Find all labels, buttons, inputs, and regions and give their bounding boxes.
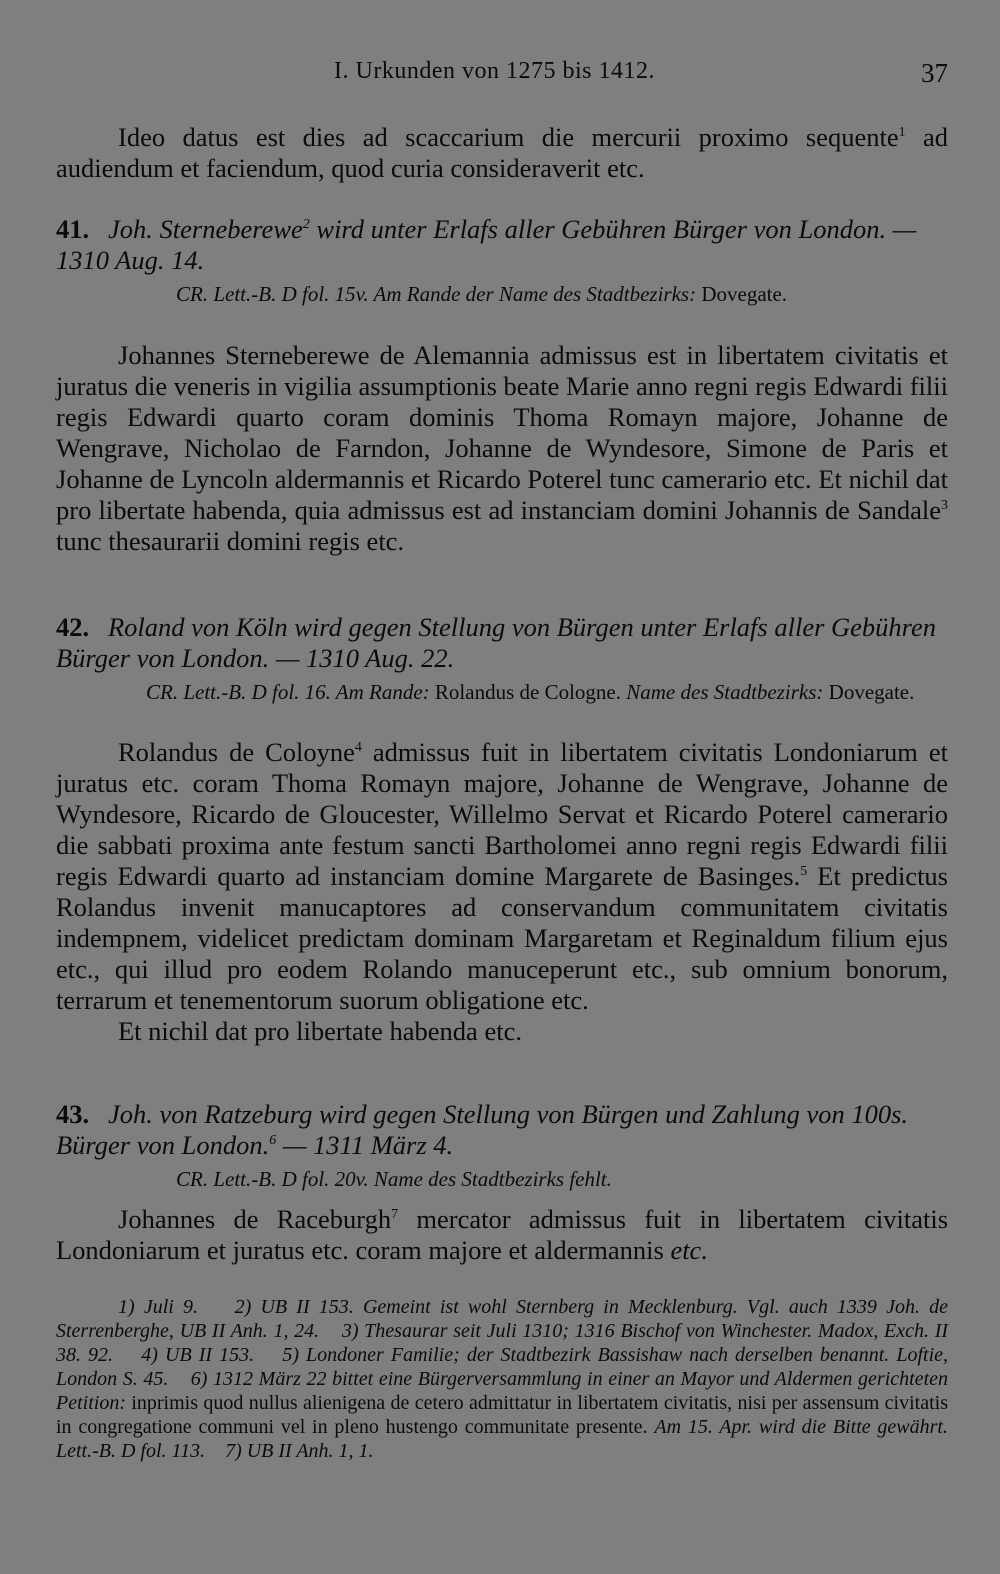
footnote-2: 2) UB II 153. Gemeint ist wohl Sternberg in Mecklenburg. Vgl. auch 1339 Joh. de Sterrenberghe, UB II Anh. 1, 24. — [56, 1296, 948, 1342]
body-text-d: Et nichil dat pro libertate habenda etc. — [118, 1016, 522, 1046]
entry-42-source — [56, 680, 948, 705]
footnote-ref: 4 — [354, 740, 362, 755]
body-text-b: tunc thesaurarii domini regis etc. — [56, 526, 405, 556]
footnote-5: 5) Londoner Familie; der Stadtbezirk Bassishaw nach derselben benannt. Loftie, London S. 45. — [56, 1344, 949, 1390]
entry-43 — [56, 1099, 948, 1192]
source-note-2: Dovegate. — [823, 680, 915, 704]
body-text-a: Johannes Sterneberewe de Alemannia admissus est in libertatem civitatis et juratus die veneris in vigilia assumptionis beate Marie anno regni regis Edwardi filii regis Edwardi quarto coram dominis Thoma Romayn majore, Johanne de Wengrave, Nicholao de Farndon, Johanne de Wyndesore, Simone de Paris et Johanne de Lyncoln aldermannis et Ricardo Poterel tunc camerario etc. Et nichil dat pro libertate habenda, quia admissus est ad instanciam domini Johannis de Sandale — [56, 340, 948, 525]
footnote-6-intro: 6) 1312 März 22 bittet eine Bürgerversammlung in einer an Mayor und Aldermen gerichteten Petition: — [56, 1368, 948, 1414]
entry-41 — [56, 214, 948, 307]
body-text-c: etc. — [670, 1235, 708, 1265]
intro-paragraph — [56, 122, 948, 184]
page-header — [56, 58, 948, 94]
source-note: Rolandus de Cologne. — [429, 680, 627, 704]
footnote-1: 1) Juli 9. — [118, 1296, 198, 1318]
footnote-ref: 1 — [898, 125, 906, 140]
footnote-4: 4) UB II 153. — [141, 1344, 255, 1366]
body-text-b: mercator admissus fuit in libertatem civitatis Londoniarum et juratus etc. coram majore et aldermannis — [56, 1204, 949, 1265]
entry-title-b: wird unter Erlafs aller Gebühren Bürger von London. — 1310 Aug. 14. — [56, 214, 917, 275]
running-head: I. Urkunden von 1275 bis 1412. — [334, 58, 655, 84]
intro-text-b: ad audiendum et faciendum, quod curia consideraverit etc. — [56, 122, 949, 183]
entry-number: 41. — [56, 214, 90, 244]
footnote-ref: 6 — [269, 1133, 277, 1148]
source-reference: CR. Lett.-B. D fol. 15v. Am Rande der Name des Stadtbezirks: — [176, 282, 697, 306]
source-label: Name des Stadtbezirks: — [626, 680, 824, 704]
entry-41-body — [56, 340, 948, 557]
entry-title-b: — 1311 März 4. — [276, 1130, 454, 1160]
source-reference: CR. Lett.-B. D fol. 16. Am Rande: — [146, 680, 430, 704]
entry-number: 43. — [56, 1099, 90, 1129]
entry-43-heading — [56, 1099, 948, 1161]
footnote-3: 3) Thesaurar seit Juli 1310; 1316 Bischof von Winchester. Madox, Exch. II 38. 92. — [56, 1320, 949, 1366]
footnote-ref: 5 — [800, 864, 808, 879]
entry-43-source — [56, 1167, 948, 1192]
entry-number: 42. — [56, 612, 90, 642]
footnotes — [56, 1295, 948, 1463]
entry-42 — [56, 612, 948, 705]
footnote-6-end: Am 15. Apr. wird die Bitte gewährt. Lett.-B. D fol. 113. — [56, 1416, 948, 1462]
entry-41-source — [56, 282, 948, 307]
entry-title: Roland von Köln wird gegen Stellung von Bürgen unter Erlafs aller Gebühren Bürger von London. — 1310 Aug. 22. — [56, 612, 937, 673]
intro-text-a: Ideo datus est dies ad scaccarium die mercurii proximo sequente — [118, 122, 899, 152]
source-reference: CR. Lett.-B. D fol. 20v. Name des Stadtbezirks fehlt. — [176, 1167, 612, 1191]
entry-title-a: Joh. von Ratzeburg wird gegen Stellung von Bürgen und Zahlung von 100s. Bürger von London. — [56, 1099, 909, 1160]
entry-42-body — [56, 737, 948, 1047]
entry-title-a: Joh. Sterneberewe — [108, 214, 303, 244]
page-number: 37 — [921, 58, 948, 88]
body-text-a: Johannes de Raceburgh — [118, 1204, 392, 1234]
footnote-ref: 2 — [302, 217, 310, 232]
body-text-c: Et predictus Rolandus invenit manucaptores ad conservandum communitatem civitatis indempnem, videlicet predictam dominam Margaretam et Reginaldum filium ejus etc., qui illud pro eodem Rolando manuceperunt etc., sub omnium bonorum, terrarum et tenementorum suorum obligatione etc. — [56, 861, 948, 1015]
entry-43-body — [56, 1204, 948, 1266]
source-note: Dovegate. — [696, 282, 788, 306]
body-text-b: admissus fuit in libertatem civitatis Londoniarum et juratus etc. coram Thoma Romayn majore, Johanne de Wengrave, Johanne de Wyndesore, Ricardo de Gloucester, Willelmo Servat et Ricardo Poterel camerario die sabbati proxima ante festum sancti Bartholomei anno regni regis Edwardi filii regis Edwardi quarto ad instanciam domine Margarete de Basinges. — [56, 737, 948, 891]
body-text-a: Rolandus de Coloyne — [118, 737, 355, 767]
footnote-7: 7) UB II Anh. 1, 1. — [225, 1440, 374, 1462]
footnote-ref: 3 — [941, 498, 948, 513]
footnote-ref: 7 — [391, 1207, 399, 1222]
entry-41-heading — [56, 214, 948, 276]
footnote-6-quote: inprimis quod nullus alienigena de cetero admittatur in libertatem civitatis, nisi per assensum civitatis in congregatione communi vel in pleno hustengo communitate presente. — [56, 1392, 948, 1438]
entry-42-heading — [56, 612, 948, 674]
